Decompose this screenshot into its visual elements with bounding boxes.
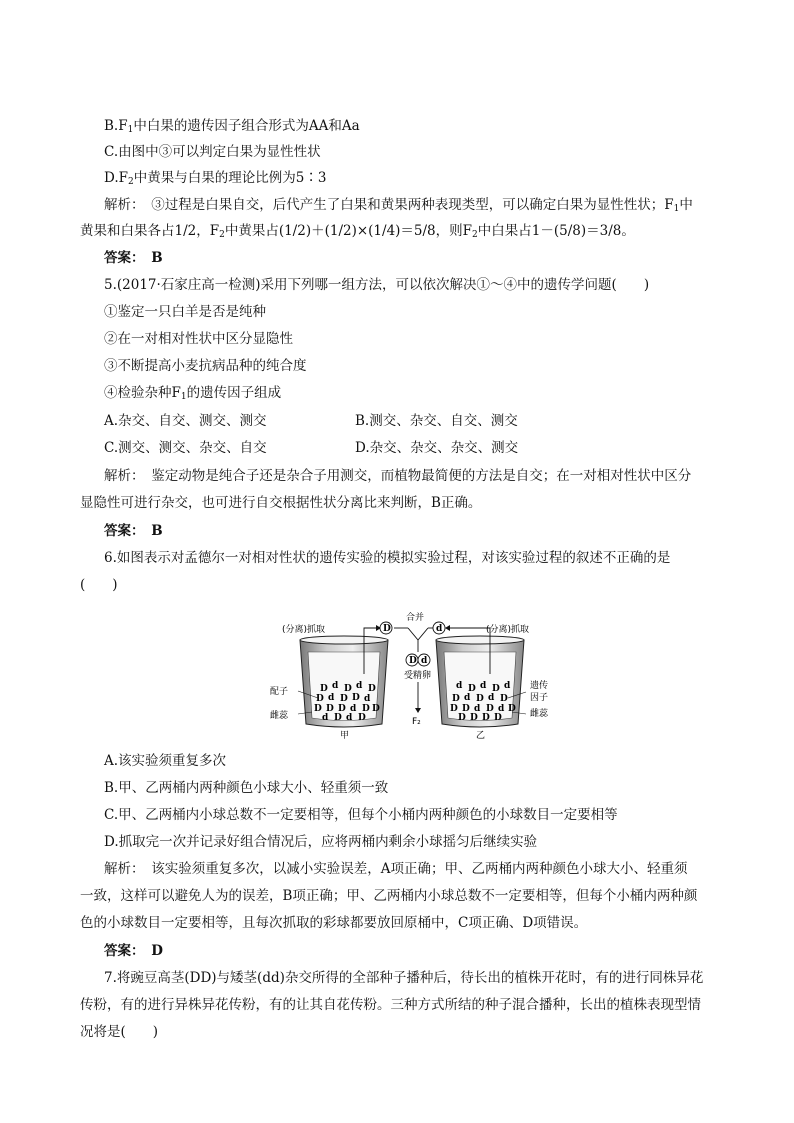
q6-stem-line-1: 6.如图表示对孟德尔一对相对性状的遗传实验的模拟实验过程，对该实验过程的叙述不正确的是 — [104, 550, 671, 566]
q4-option-c: C.由图中③可以判定白果为显性性状 — [104, 144, 321, 160]
svg-text:D: D — [452, 694, 460, 704]
svg-text:D: D — [362, 704, 370, 714]
svg-text:D: D — [334, 713, 342, 723]
svg-text:D: D — [482, 713, 490, 723]
svg-text:D: D — [344, 684, 352, 694]
svg-text:d: d — [456, 681, 463, 691]
q6-analysis-line-3: 色的小球数目一定要相等，且每次抓取的彩球都要放回原桶中，C项正确、D项错误。 — [80, 915, 588, 931]
svg-text:D: D — [462, 704, 470, 714]
svg-text:d: d — [474, 704, 481, 714]
label-factor-1: 遗传 — [530, 681, 549, 691]
svg-text:D: D — [338, 704, 346, 714]
svg-text:d: d — [488, 693, 495, 703]
label-f2: F₂ — [412, 717, 421, 727]
label-fertilized-egg: 受精卵 — [404, 671, 432, 681]
q6-answer: 答案： D — [104, 943, 163, 959]
svg-text:D: D — [494, 713, 502, 723]
q6-stem-line-2: ( ) — [80, 577, 118, 593]
svg-text:D: D — [368, 684, 376, 694]
label-gamete: 配子 — [270, 687, 289, 697]
q6-analysis-line-2: 一致，这样可以避免人为的误差，B项正确；甲、乙两桶内小球总数不一定要相等，但每个小桶内两种颜 — [80, 888, 698, 904]
svg-text:D: D — [500, 694, 508, 704]
label-pistil-right: 雌蕊 — [530, 709, 549, 719]
label-d-ball: d — [436, 624, 443, 634]
svg-text:D: D — [476, 694, 484, 704]
bucket-experiment-diagram — [268, 612, 588, 740]
svg-text:d: d — [346, 713, 353, 723]
q5-option-a: A.杂交、自交、测交、测交 — [104, 413, 267, 429]
svg-text:d: d — [328, 693, 335, 703]
svg-text:d: d — [350, 704, 357, 714]
q6-option-d: D.抓取完一次并记录好组合情况后，应将两桶内剩余小球摇匀后继续实验 — [104, 834, 538, 850]
label-zygote-d: d — [421, 656, 428, 666]
svg-text:d: d — [356, 681, 363, 691]
svg-text:d: d — [322, 713, 329, 723]
label-grab-left: (分离)抓取 — [282, 625, 326, 635]
svg-text:d: d — [504, 681, 511, 691]
svg-text:D: D — [326, 704, 334, 714]
q5-stem: 5.(2017·石家庄高一检测)采用下列哪一组方法，可以依次解决①～④中的遗传学问题( ) — [104, 277, 650, 293]
svg-text:d: d — [498, 704, 505, 714]
q7-stem-line-2: 传粉，有的进行异株异花传粉，有的让其自花传粉。三种方式所结的种子混合播种，长出的植株表现型情 — [80, 997, 701, 1013]
label-zygote-D: D — [409, 656, 417, 666]
q5-answer: 答案： B — [104, 523, 163, 539]
label-yi: 乙 — [476, 731, 486, 740]
q4-analysis-line-2: 黄果和白果各占1/2，$F_2$中黄果占(1/2)＋(1/2)×(1/4)＝5/8，则$F_2$中白果占1－(5/8)＝3/8。 — [80, 223, 635, 240]
q6-option-c: C.甲、乙两桶内小球总数不一定要相等，但每个小桶内两种颜色的小球数目一定要相等 — [104, 807, 618, 823]
q4-analysis-line-1: 解析： ③过程是白果自交，后代产生了白果和黄果两种表现类型，可以确定白果为显性性状；$F_1$中 — [104, 197, 693, 214]
q4-answer: 答案： B — [104, 250, 163, 266]
svg-text:D: D — [508, 704, 516, 714]
q5-item-1: ①鉴定一只白羊是否是纯种 — [104, 304, 266, 320]
q5-item-4: ④检验杂种$F_1$的遗传因子组成 — [104, 385, 282, 402]
q7-stem-line-1: 7.将豌豆高茎(DD)与矮茎(dd)杂交所得的全部种子播种后，待长出的植株开花时，有的进行同株异花 — [104, 970, 704, 986]
svg-text:D: D — [372, 704, 380, 714]
diagram-svg — [268, 612, 588, 740]
svg-text:d: d — [464, 693, 471, 703]
svg-text:D: D — [314, 704, 322, 714]
label-grab-right: (分离)抓取 — [486, 625, 530, 635]
label-pistil-left: 雌蕊 — [270, 711, 289, 721]
svg-text:D: D — [340, 694, 348, 704]
q4-option-b: $B.F_1$中白果的遗传因子组合形式为AA和Aa — [104, 118, 360, 135]
svg-text:D: D — [358, 713, 366, 723]
svg-text:d: d — [480, 681, 487, 691]
q5-item-3: ③不断提高小麦抗病品种的纯合度 — [104, 358, 307, 374]
svg-text:d: d — [364, 694, 371, 704]
label-factor-2: 因子 — [530, 693, 549, 703]
svg-text:D: D — [450, 704, 458, 714]
q5-option-c: C.测交、测交、杂交、自交 — [104, 440, 267, 456]
q6-analysis-line-1: 解析： 该实验须重复多次，以减小实验误差，A项正确；甲、乙两桶内两种颜色小球大小、轻重须 — [104, 861, 688, 877]
svg-text:D: D — [458, 713, 466, 723]
q4-option-d: $D.F_2$中黄果与白果的理论比例为5∶3 — [104, 170, 327, 187]
q5-analysis-line-2: 显隐性可进行杂交，也可进行自交根据性状分离比来判断，B正确。 — [80, 495, 482, 511]
svg-text:D: D — [492, 684, 500, 694]
q5-item-2: ②在一对相对性状中区分显隐性 — [104, 331, 293, 347]
svg-text:D: D — [470, 713, 478, 723]
svg-text:D: D — [316, 694, 324, 704]
svg-text:d: d — [332, 681, 339, 691]
q5-option-b: B.测交、杂交、自交、测交 — [355, 413, 518, 429]
svg-text:D: D — [486, 704, 494, 714]
svg-text:D: D — [320, 684, 328, 694]
q7-stem-line-3: 况将是( ) — [80, 1024, 159, 1040]
svg-text:D: D — [468, 684, 476, 694]
q6-option-a: A.该实验须重复多次 — [104, 753, 227, 769]
q5-analysis-line-1: 解析： 鉴定动物是纯合子还是杂合子用测交，而植物最简便的方法是自交；在一对相对性状中区分 — [104, 468, 692, 484]
label-jia: 甲 — [340, 731, 350, 740]
svg-text:D: D — [352, 693, 360, 703]
q5-option-d: D.杂交、杂交、杂交、测交 — [355, 440, 519, 456]
label-merge: 合并 — [406, 613, 425, 623]
label-D-ball: D — [383, 624, 391, 634]
q6-option-b: B.甲、乙两桶内两种颜色小球大小、轻重须一致 — [104, 780, 389, 796]
